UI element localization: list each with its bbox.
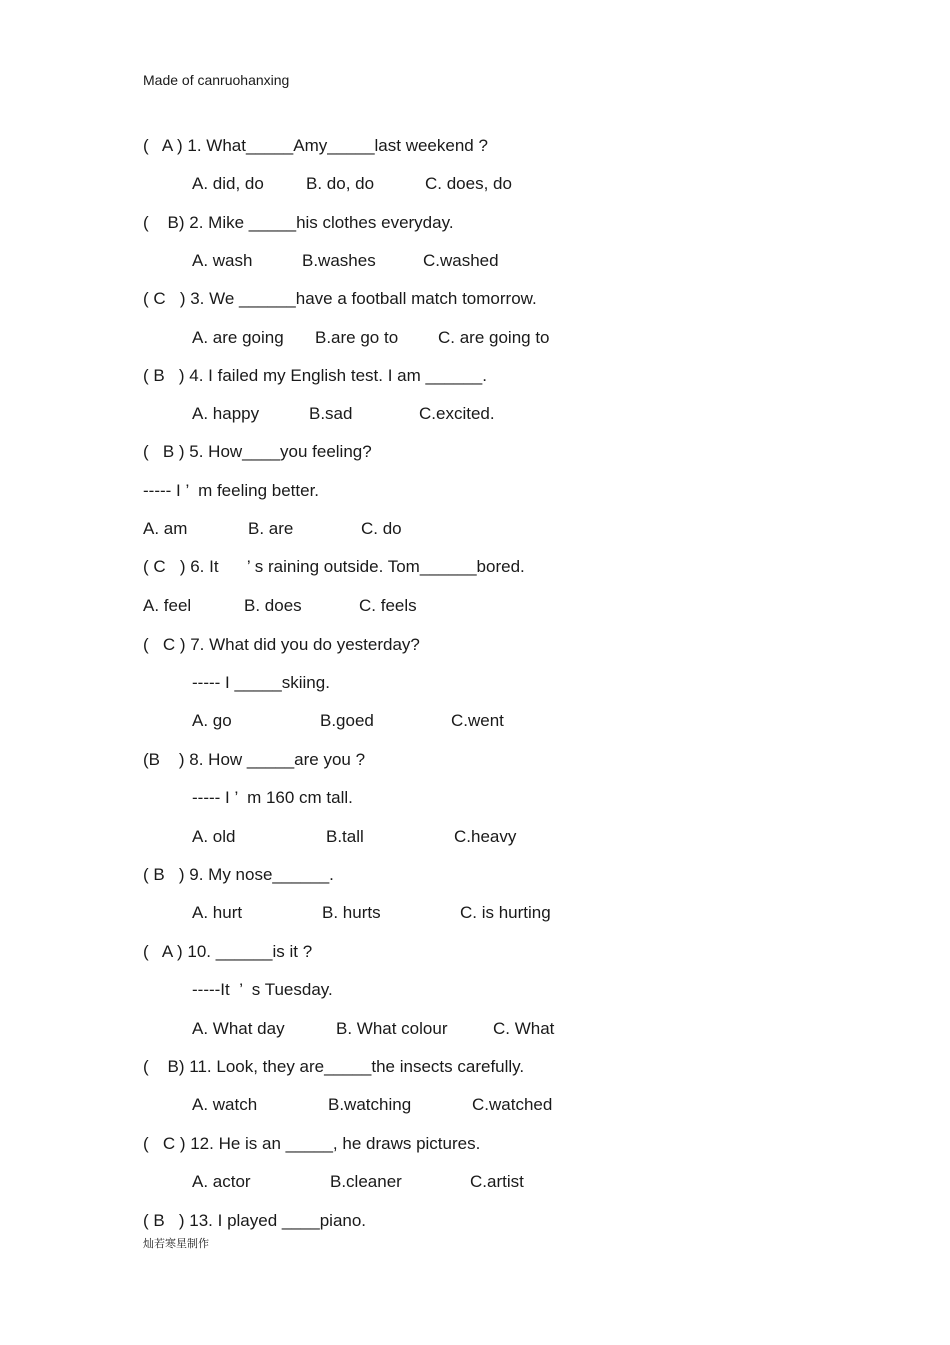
answer-line: ----- I ’ m 160 cm tall. [192,788,353,807]
option-c: C. What [493,1019,555,1038]
option-c: C.excited. [419,404,495,423]
page-header: Made of canruohanxing [143,72,290,88]
option-a: A. old [192,827,236,846]
option-a: A. go [192,711,232,730]
option-c: C. does, do [425,174,512,193]
option-a: A. are going [192,328,284,347]
option-c: C. are going to [438,328,550,347]
option-b: B. hurts [322,903,381,922]
option-a: A. did, do [192,174,264,193]
option-c: C. do [361,519,402,538]
option-a: A. actor [192,1172,251,1191]
question-stem: ( A ) 1. What_____Amy_____last weekend ? [143,136,488,155]
option-a: A. am [143,519,188,538]
option-c: C.washed [423,251,499,270]
option-a: A. hurt [192,903,243,922]
option-c: C.watched [472,1095,553,1114]
option-b: B.sad [309,404,353,423]
option-a: A. watch [192,1095,258,1114]
option-b: B.cleaner [330,1172,402,1191]
option-a: A. What day [192,1019,285,1038]
option-b: B.goed [320,711,374,730]
option-b: B. do, do [306,174,375,193]
option-b: B. does [244,596,302,615]
option-a: A. feel [143,596,192,615]
question-stem: ( B ) 5. How____you feeling? [143,442,372,461]
option-b: B.watching [328,1095,412,1114]
option-a: A. happy [192,404,260,423]
option-b: B.washes [302,251,376,270]
question-stem: ( C ) 7. What did you do yesterday? [143,635,420,654]
question-stem: ( C ) 12. He is an _____, he draws pictures. [143,1134,481,1153]
question-stem: ( B ) 9. My nose______. [143,865,334,884]
option-b: B. What colour [336,1019,448,1038]
answer-line: -----It ’ s Tuesday. [192,980,333,999]
question-stem: (B ) 8. How _____are you ? [143,750,366,769]
option-c: C.heavy [454,827,517,846]
option-b: B. are [248,519,294,538]
option-c: C. feels [359,596,417,615]
question-stem: ( B ) 13. I played ____piano. [143,1211,367,1230]
answer-line: ----- I ’ m feeling better. [143,481,320,500]
option-c: C.artist [470,1172,524,1191]
question-stem: ( B) 11. Look, they are_____the insects carefully. [143,1057,525,1076]
option-a: A. wash [192,251,253,270]
option-c: C. is hurting [460,903,551,922]
option-b: B.are go to [315,328,399,347]
answer-line: ----- I _____skiing. [192,673,330,692]
option-c: C.went [451,711,504,730]
page-footer: 灿若寒星制作 [143,1238,209,1250]
question-stem: ( C ) 3. We ______have a football match tomorrow. [143,289,537,308]
question-stem: ( B ) 4. I failed my English test. I am ______. [143,366,487,385]
option-b: B.tall [326,827,364,846]
question-stem: ( A ) 10. ______is it ? [143,942,313,961]
question-stem: ( C ) 6. It ’ s raining outside. Tom______bored. [143,557,525,576]
question-stem: ( B) 2. Mike _____his clothes everyday. [143,213,454,232]
